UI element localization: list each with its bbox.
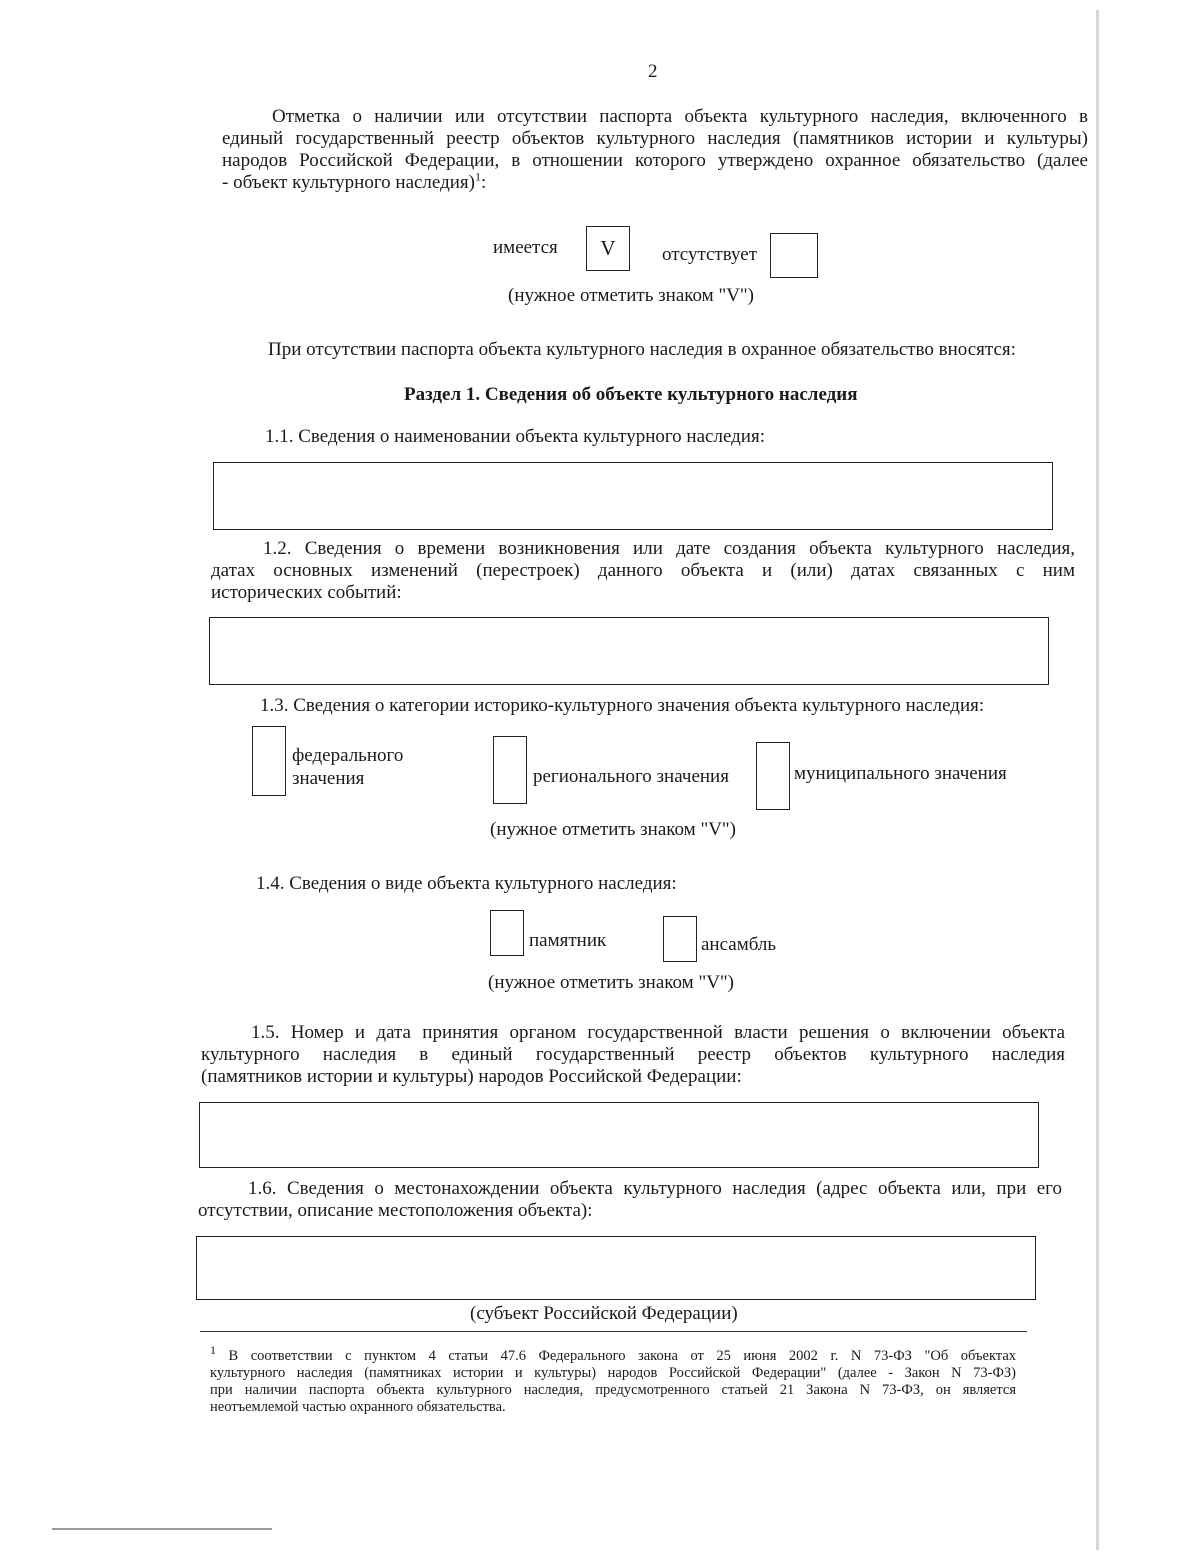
item-1-6-paragraph — [198, 1178, 1062, 1222]
municipal-label: муниципального значения — [794, 763, 1007, 784]
footnote-ref: 1 — [475, 169, 482, 184]
item-1-5-line: (памятников истории и культуры) народов Российской Федерации: — [201, 1066, 742, 1087]
intro-line-last: - объект культурного наследия)$^1$: — [222, 169, 487, 193]
item-1-6-field[interactable] — [196, 1236, 1036, 1300]
federal-label-line1: федерального — [292, 745, 404, 766]
item-1-3-hint: (нужное отметить знаком "V") — [490, 819, 736, 840]
passport-hint: (нужное отметить знаком "V") — [508, 285, 754, 306]
footnote-marker: 1 — [210, 1343, 216, 1358]
intro-line: единый государственный реестр объектов культурного наследия (памятников истории и культуры) — [222, 128, 1088, 149]
item-1-1-field[interactable] — [213, 462, 1053, 530]
intro-line-text: - объект культурного наследия) — [222, 172, 476, 193]
passport-absent-checkbox[interactable] — [770, 233, 818, 278]
footnote-divider — [200, 1331, 1027, 1332]
item-1-3-label: 1.3. Сведения о категории историко-культурного значения объекта культурного наследия: — [260, 695, 985, 716]
footnote-line-text: В соответствии с пунктом 4 статьи 47.6 Федерального закона от 25 июня 2002 г. N 73-ФЗ "Об объектах — [228, 1348, 1017, 1364]
item-1-4-hint: (нужное отметить знаком "V") — [488, 972, 734, 993]
passport-absent-label: отсутствует — [662, 244, 758, 265]
footnote-line-first — [210, 1343, 1017, 1365]
monument-checkbox[interactable] — [490, 910, 524, 956]
footnote-line: культурного наследия (памятниках истории и культуры) народов Российской Федерации" (далее - Закон N 73-ФЗ) — [210, 1365, 1016, 1381]
municipal-checkbox[interactable] — [756, 742, 790, 810]
footnote-line: при наличии паспорта объекта культурного наследия, предусмотренного статьей 21 Закона N 73-ФЗ, он является — [210, 1382, 1016, 1398]
item-1-6-line: отсутствии, описание местоположения объекта): — [198, 1200, 593, 1221]
footnote-line: неотъемлемой частью охранного обязательства. — [210, 1399, 506, 1415]
intro-line: Отметка о наличии или отсутствии паспорта объекта культурного наследия, включенного в — [272, 106, 1088, 127]
ensemble-label: ансамбль — [701, 934, 777, 955]
absence-note: При отсутствии паспорта объекта культурного наследия в охранное обязательство вносятся: — [268, 339, 1016, 360]
footnote — [210, 1343, 1017, 1416]
item-1-5-paragraph — [201, 1022, 1065, 1088]
item-1-6-caption: (субъект Российской Федерации) — [470, 1303, 738, 1324]
item-1-2-field[interactable] — [209, 617, 1049, 685]
page-number: 2 — [648, 61, 658, 82]
scan-edge-shadow — [1096, 10, 1099, 1550]
section-1-title: Раздел 1. Сведения об объекте культурного наследия — [404, 384, 858, 405]
regional-checkbox[interactable] — [493, 736, 527, 804]
passport-has-checkbox[interactable]: V — [586, 226, 630, 271]
monument-label: памятник — [529, 930, 607, 951]
item-1-2-paragraph — [211, 538, 1075, 604]
item-1-2-line: 1.2. Сведения о времени возникновения или дате создания объекта культурного наследия, — [263, 538, 1075, 559]
item-1-6-line: 1.6. Сведения о местонахождении объекта культурного наследия (адрес объекта или, при его — [248, 1178, 1062, 1199]
intro-paragraph — [222, 106, 1088, 194]
intro-line: народов Российской Федерации, в отношении которого утверждено охранное обязательство (далее — [222, 150, 1088, 171]
item-1-2-line: датах основных изменений (перестроек) данного объекта и (или) датах связанных с ним — [211, 560, 1075, 581]
federal-label-line2: значения — [292, 768, 365, 789]
item-1-5-field[interactable] — [199, 1102, 1039, 1168]
item-1-4-label: 1.4. Сведения о виде объекта культурного наследия: — [256, 873, 677, 894]
regional-label: регионального значения — [533, 766, 729, 787]
scan-edge-mark — [52, 1528, 272, 1530]
item-1-1-label: 1.1. Сведения о наименовании объекта культурного наследия: — [265, 426, 765, 447]
ensemble-checkbox[interactable] — [663, 916, 697, 962]
item-1-2-line: исторических событий: — [211, 582, 402, 603]
federal-checkbox[interactable] — [252, 726, 286, 796]
item-1-5-line: 1.5. Номер и дата принятия органом государственной власти решения о включении объекта — [251, 1022, 1065, 1043]
passport-has-label: имеется — [493, 237, 558, 258]
item-1-5-line: культурного наследия в единый государственный реестр объектов культурного наследия — [201, 1044, 1065, 1065]
